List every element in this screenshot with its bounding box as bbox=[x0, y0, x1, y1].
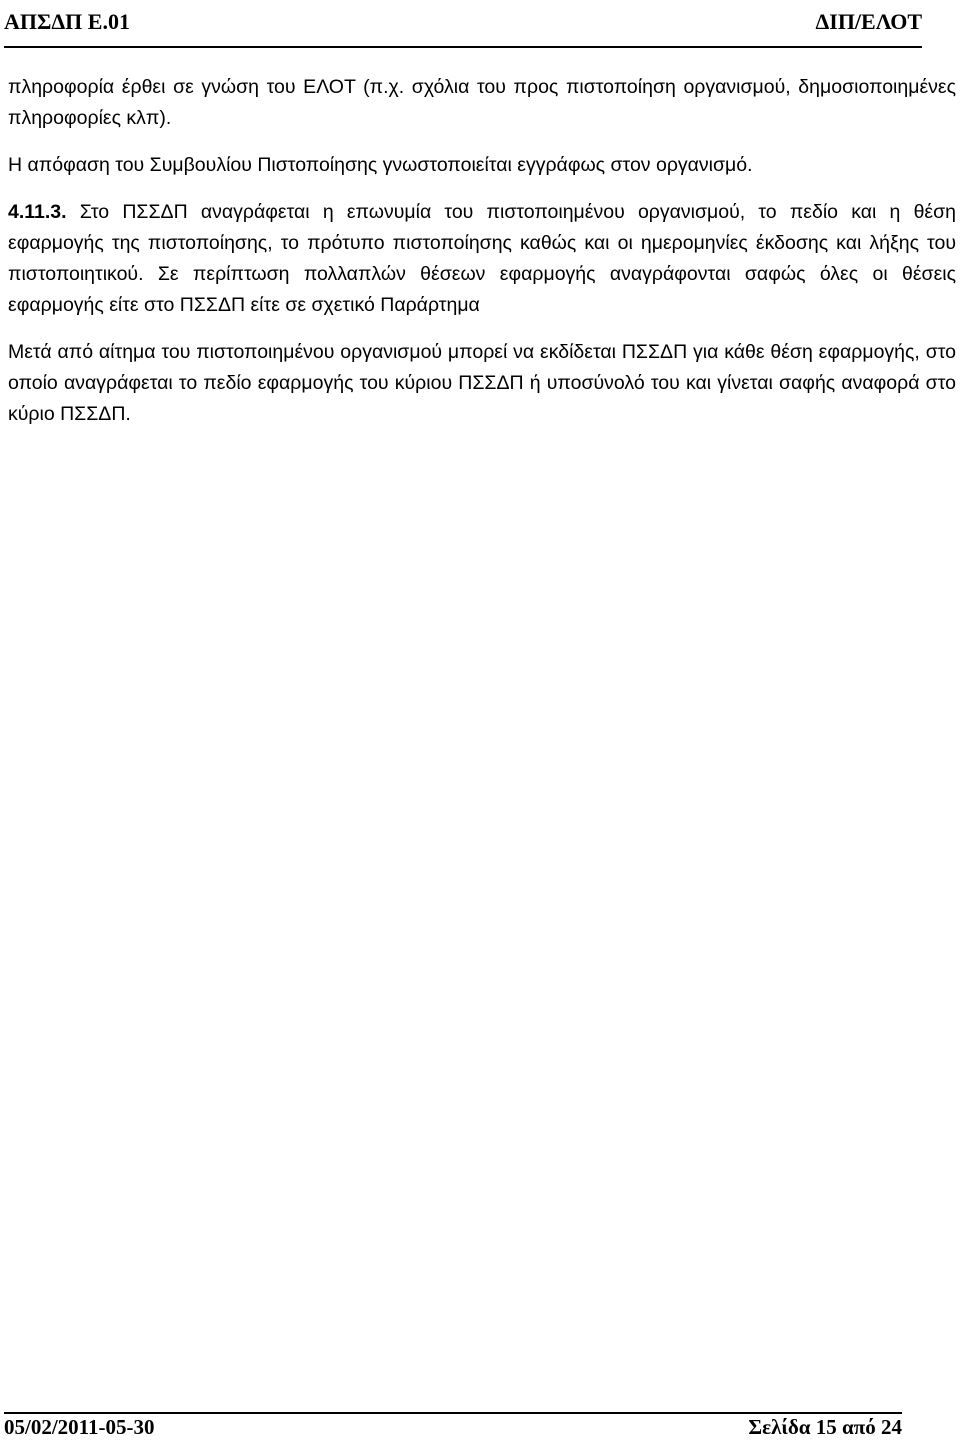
page-header bbox=[4, 0, 922, 48]
paragraph-council-decision: Η απόφαση του Συμβουλίου Πιστοποίησης γνωστοποιείται εγγράφως στον οργανισμό. bbox=[8, 154, 753, 176]
revision-date: 05/02/2011-05-30 bbox=[4, 1415, 155, 1439]
paragraph-section-4-11-3 bbox=[8, 197, 956, 321]
section-text: Στο ΠΣΣΔΠ αναγράφεται η επωνυμία του πιστοποιημένου οργανισμού, το πεδίο και η θέση εφαρμογής της πιστοποίησης, το πρότυπο πιστοποίησης καθώς και οι ημερομηνίες έκδοσης και λήξης του πιστοποιητικού. Σε περίπτωση πολλαπλών θέσεων εφαρμογής αναγράφονται σαφώς όλες οι θέσεις εφαρμογής είτε στο ΠΣΣΔΠ είτε σε σχετικό Παράρτημα bbox=[8, 201, 956, 316]
paragraph-site-certificates: Μετά από αίτημα του πιστοποιημένου οργανισμού μπορεί να εκδίδεται ΠΣΣΔΠ για κάθε θέση εφαρμογής, στο οποίο αναγράφεται το πεδίο εφαρμογής του κύριου ΠΣΣΔΠ ή υποσύνολό του και γίνεται σαφής αναφορά στο κύριο ΠΣΣΔΠ. bbox=[8, 341, 956, 425]
paragraph-information: πληροφορία έρθει σε γνώση του ΕΛΟΤ (π.χ. σχόλια του προς πιστοποίηση οργανισμού, δημοσιοποιημένες πληροφορίες κλπ). bbox=[8, 76, 956, 129]
page-footer bbox=[4, 1412, 902, 1440]
document-body bbox=[8, 72, 956, 430]
department-code: ΔΙΠ/ΕΛΟΤ bbox=[815, 9, 922, 34]
section-number: 4.11.3. bbox=[8, 201, 67, 223]
document-code: ΑΠΣΔΠ Ε.01 bbox=[4, 9, 130, 34]
page-number: Σελίδα 15 από 24 bbox=[748, 1415, 902, 1439]
